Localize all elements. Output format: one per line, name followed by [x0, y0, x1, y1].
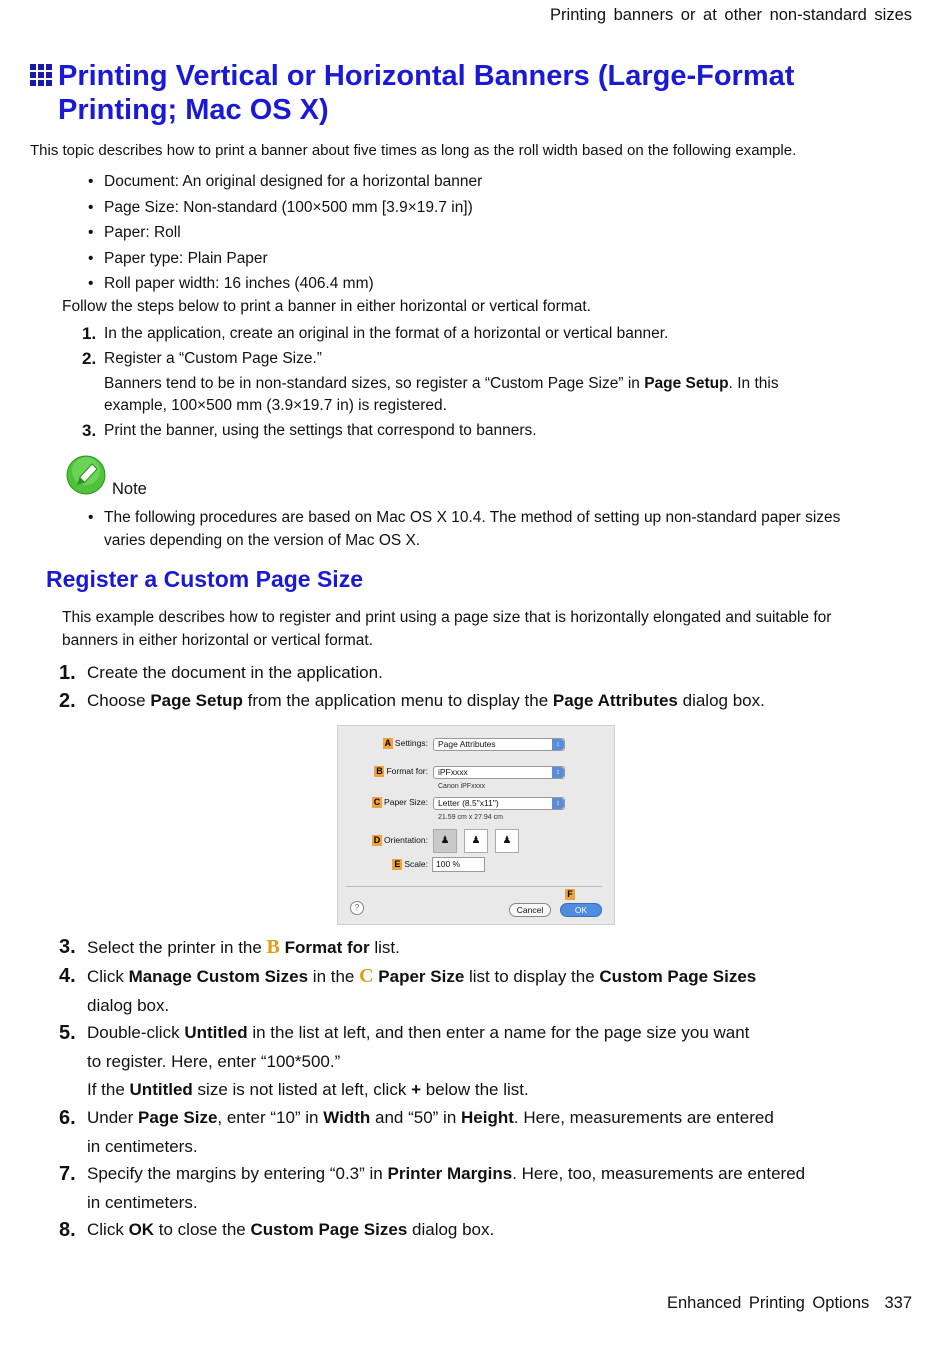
list-item: • Page Size: Non-standard (100×500 mm [3.9×19.7 in]) [88, 195, 482, 221]
step-4: 4. Click Manage Custom Sizes in the C Paper Size list to display the Custom Page Sizes dialog box. [59, 965, 757, 1015]
scale-label: E Scale: [394, 859, 428, 869]
running-header: Printing banners or at other non-standard sizes [550, 6, 912, 24]
paper-size-label: C Paper Size: [373, 797, 428, 807]
orientation-label: D Orientation: [373, 835, 428, 845]
cancel-button[interactable]: Cancel [509, 903, 551, 917]
step-8: 8. Click OK to close the Custom Page Sizes dialog box. [59, 1219, 495, 1241]
step-2: 2. Choose Page Setup from the application menu to display the Page Attributes dialog box. [59, 690, 765, 712]
overview-step-2: 2. Register a “Custom Page Size.” Banners tend to be in non-standard sizes, so register a “Custom Page Size” in Page Setup. In this example, 100×500 mm (3.9×19.7 in) is registered. [82, 349, 779, 414]
format-for-select[interactable]: iPFxxxx ↕ [433, 766, 565, 779]
page-attributes-dialog [337, 725, 615, 925]
landscape-person-icon: ♟ [471, 835, 481, 846]
settings-label: A Settings: [384, 738, 428, 748]
section-heading: Register a Custom Page Size [46, 566, 363, 592]
orientation-reverse-landscape-button[interactable] [495, 829, 519, 853]
overview-step-3: 3. Print the banner, using the settings that correspond to banners. [82, 421, 537, 440]
intro-text: This topic describes how to print a banner about five times as long as the roll width based on the following example. [30, 142, 797, 159]
reverse-landscape-person-icon: ♟ [502, 835, 512, 846]
step-5: 5. Double-click Untitled in the list at left, and then enter a name for the page size you want to register. Here, enter “100*500.” If the Untitled size is not listed at left, click + below the list. [59, 1022, 750, 1099]
overview-step-1: 1. In the application, create an original in the format of a horizontal or vertical banner. [82, 324, 669, 343]
follow-text: Follow the steps below to print a banner in either horizontal or vertical format. [62, 298, 591, 315]
step-7: 7. Specify the margins by entering “0.3” in Printer Margins. Here, too, measurements are entered in centimeters. [59, 1163, 806, 1212]
chevron-updown-icon: ↕ [552, 798, 564, 809]
note-pencil-icon [66, 455, 106, 495]
step-1: 1. Create the document in the application. [59, 662, 383, 684]
list-item: • Paper: Roll [88, 220, 482, 246]
scale-input[interactable]: 100 % [432, 857, 485, 872]
note-label: Note [112, 480, 147, 498]
chevron-updown-icon: ↕ [552, 739, 564, 750]
format-for-subtext: Canon iPFxxxx [438, 783, 486, 790]
settings-select[interactable]: Page Attributes ↕ [433, 738, 565, 751]
list-item: • Roll paper width: 16 inches (406.4 mm) [88, 271, 482, 297]
orientation-portrait-button[interactable] [433, 829, 457, 853]
ok-tag: F [565, 889, 575, 900]
page-footer: Enhanced Printing Options 337 [667, 1294, 912, 1312]
ok-button[interactable]: OK [560, 903, 602, 917]
portrait-person-icon: ♟ [440, 835, 450, 846]
paper-size-subtext: 21.59 cm x 27.94 cm [438, 814, 503, 821]
list-item: • Paper type: Plain Paper [88, 246, 482, 272]
list-item: • The following procedures are based on Mac OS X 10.4. The method of setting up non-standard paper sizes varies depending on the version of Mac OS X. [88, 506, 878, 552]
list-item: • Document: An original designed for a horizontal banner [88, 169, 482, 195]
note-list [88, 506, 878, 552]
page-title: Printing Vertical or Horizontal Banners (Large-Format Printing; Mac OS X) [58, 60, 795, 126]
format-for-label: B Format for: [376, 766, 428, 776]
page-number: 337 [884, 1294, 912, 1312]
section-grid-icon [30, 64, 52, 86]
section-paragraph: This example describes how to register and print using a page size that is horizontally elongated and suitable for banners in either horizontal or vertical format. [62, 609, 832, 649]
paper-size-select[interactable]: Letter (8.5"x11") ↕ [433, 797, 565, 810]
example-list [88, 169, 482, 297]
divider [346, 886, 602, 887]
step-3: 3. Select the printer in the B Format for list. [59, 936, 400, 958]
orientation-landscape-button[interactable] [464, 829, 488, 853]
help-icon[interactable]: ? [350, 901, 364, 915]
step-6: 6. Under Page Size, enter “10” in Width and “50” in Height. Here, measurements are entered in centimeters. [59, 1107, 774, 1156]
chevron-updown-icon: ↕ [552, 767, 564, 778]
